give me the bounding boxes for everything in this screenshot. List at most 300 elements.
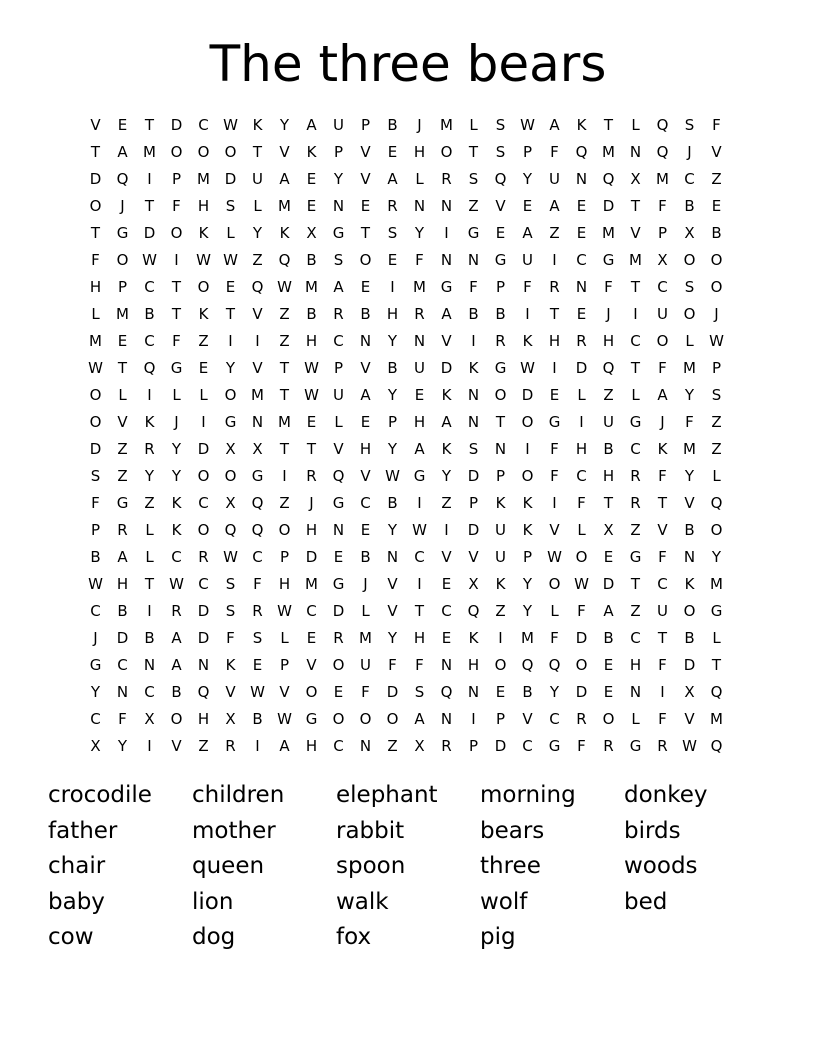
grid-letter: I xyxy=(147,602,152,620)
grid-letter: I xyxy=(444,224,449,242)
grid-letter: W xyxy=(412,521,427,539)
grid-letter: Z xyxy=(279,305,290,323)
grid-letter: J xyxy=(660,413,665,431)
grid-letter: P xyxy=(468,494,479,512)
grid-letter: V xyxy=(387,575,398,593)
grid-letter: S xyxy=(252,629,263,647)
grid-letter: Q xyxy=(116,170,129,188)
grid-letter: F xyxy=(550,440,559,458)
grid-letter: M xyxy=(629,251,642,269)
grid-letter: V xyxy=(549,521,560,539)
grid-letter: A xyxy=(171,629,182,647)
grid-letter: S xyxy=(333,251,344,269)
grid-letter: O xyxy=(197,278,210,296)
grid-letter: E xyxy=(576,224,587,242)
grid-letter: I xyxy=(417,494,422,512)
grid-letter: Y xyxy=(522,602,533,620)
grid-letter: C xyxy=(171,548,182,566)
word-list-item: elephant xyxy=(336,782,438,808)
grid-letter: Z xyxy=(549,224,560,242)
grid-letter: Y xyxy=(117,737,128,755)
grid-letter: D xyxy=(305,548,318,566)
grid-letter: T xyxy=(603,116,614,134)
grid-letter: P xyxy=(387,413,398,431)
grid-letter: G xyxy=(170,359,183,377)
grid-letter: U xyxy=(495,548,506,566)
grid-letter: W xyxy=(250,683,265,701)
grid-letter: N xyxy=(116,683,129,701)
grid-letter: A xyxy=(549,116,560,134)
grid-letter: A xyxy=(279,737,290,755)
grid-letter: W xyxy=(277,278,292,296)
grid-letter: G xyxy=(440,278,453,296)
grid-letter: F xyxy=(712,116,721,134)
grid-letter: V xyxy=(360,467,371,485)
grid-letter: N xyxy=(332,197,345,215)
grid-letter: I xyxy=(174,251,179,269)
grid-letter: Z xyxy=(198,332,209,350)
grid-letter: W xyxy=(277,710,292,728)
grid-letter: S xyxy=(387,224,398,242)
grid-letter: C xyxy=(144,278,155,296)
grid-letter: F xyxy=(658,467,667,485)
grid-letter: B xyxy=(171,683,182,701)
grid-letter: A xyxy=(117,143,128,161)
grid-letter: Q xyxy=(278,251,291,269)
grid-letter: N xyxy=(575,170,588,188)
grid-letter: I xyxy=(660,683,665,701)
grid-letter: F xyxy=(577,494,586,512)
grid-letter: H xyxy=(602,332,615,350)
grid-letter: F xyxy=(91,251,100,269)
grid-letter: M xyxy=(602,224,615,242)
grid-letter: I xyxy=(255,737,260,755)
grid-letter: T xyxy=(171,278,182,296)
grid-letter: B xyxy=(144,629,155,647)
word-list-item: mother xyxy=(192,817,276,844)
grid-letter: W xyxy=(223,548,238,566)
grid-letter: B xyxy=(603,629,614,647)
grid-letter: K xyxy=(225,656,236,674)
grid-letter: E xyxy=(603,683,614,701)
grid-letter: C xyxy=(630,332,641,350)
grid-letter: O xyxy=(170,710,183,728)
grid-letter: E xyxy=(117,116,128,134)
grid-letter: M xyxy=(521,629,534,647)
grid-letter: O xyxy=(575,548,588,566)
grid-letter: W xyxy=(223,251,238,269)
grid-letter: U xyxy=(333,116,344,134)
grid-letter: E xyxy=(441,575,452,593)
grid-letter: B xyxy=(306,251,317,269)
grid-letter: N xyxy=(467,683,480,701)
grid-letter: V xyxy=(468,548,479,566)
grid-letter: A xyxy=(171,656,182,674)
grid-letter: Y xyxy=(711,548,722,566)
word-list-item: father xyxy=(48,817,118,844)
grid-letter: P xyxy=(522,143,533,161)
grid-letter: I xyxy=(282,467,287,485)
grid-letter: S xyxy=(495,143,506,161)
word-list-item: chair xyxy=(48,853,106,880)
grid-letter: O xyxy=(197,467,210,485)
grid-letter: L xyxy=(577,521,586,539)
grid-letter: H xyxy=(386,305,399,323)
grid-letter: X xyxy=(306,224,317,242)
grid-letter: Z xyxy=(198,737,209,755)
grid-letter: L xyxy=(469,116,478,134)
grid-letter: F xyxy=(388,656,397,674)
grid-letter: D xyxy=(575,683,588,701)
grid-letter: C xyxy=(306,602,317,620)
grid-letter: L xyxy=(712,467,721,485)
grid-letter: Y xyxy=(90,683,101,701)
grid-letter: M xyxy=(683,359,696,377)
grid-letter: S xyxy=(225,575,236,593)
grid-letter: F xyxy=(658,359,667,377)
grid-letter: C xyxy=(252,548,263,566)
grid-letter: O xyxy=(332,710,345,728)
grid-letter: Q xyxy=(710,683,723,701)
word-list-item: crocodile xyxy=(48,782,152,808)
grid-letter: H xyxy=(575,440,588,458)
grid-letter: G xyxy=(332,494,345,512)
grid-letter: F xyxy=(658,548,667,566)
grid-letter: K xyxy=(252,116,263,134)
grid-letter: T xyxy=(90,143,101,161)
grid-letter: Q xyxy=(521,656,534,674)
grid-letter: V xyxy=(90,116,101,134)
grid-letter: C xyxy=(333,332,344,350)
grid-letter: I xyxy=(552,359,557,377)
grid-letter: O xyxy=(710,251,723,269)
grid-letter: A xyxy=(360,386,371,404)
grid-letter: L xyxy=(631,386,640,404)
grid-letter: V xyxy=(495,197,506,215)
grid-letter: E xyxy=(441,629,452,647)
word-list-item: baby xyxy=(48,888,105,915)
grid-letter: J xyxy=(687,143,692,161)
grid-letter: Q xyxy=(251,494,264,512)
grid-letter: F xyxy=(415,251,424,269)
grid-letter: V xyxy=(360,170,371,188)
grid-letter: D xyxy=(494,737,507,755)
grid-letter: K xyxy=(198,224,209,242)
grid-letter: O xyxy=(656,332,669,350)
grid-letter: P xyxy=(333,359,344,377)
grid-letter: K xyxy=(279,224,290,242)
grid-letter: O xyxy=(359,251,372,269)
grid-letter: J xyxy=(120,197,125,215)
grid-letter: O xyxy=(224,143,237,161)
grid-letter: D xyxy=(602,575,615,593)
grid-letter: R xyxy=(657,737,668,755)
grid-letter: A xyxy=(117,548,128,566)
grid-letter: O xyxy=(386,710,399,728)
grid-letter: Q xyxy=(656,116,669,134)
grid-letter: F xyxy=(253,575,262,593)
grid-letter: B xyxy=(387,116,398,134)
grid-letter: S xyxy=(684,116,695,134)
grid-letter: F xyxy=(118,710,127,728)
grid-letter: E xyxy=(225,278,236,296)
grid-letter: D xyxy=(224,170,237,188)
grid-letter: T xyxy=(657,629,668,647)
grid-letter: C xyxy=(117,656,128,674)
grid-letter: H xyxy=(197,197,210,215)
word-list-item: birds xyxy=(624,817,681,844)
grid-letter: C xyxy=(144,332,155,350)
grid-letter: P xyxy=(171,170,182,188)
grid-letter: R xyxy=(144,440,155,458)
grid-letter: F xyxy=(523,278,532,296)
grid-letter: Y xyxy=(225,359,236,377)
grid-letter: D xyxy=(467,521,480,539)
grid-letter: R xyxy=(333,305,344,323)
grid-letter: C xyxy=(630,440,641,458)
grid-letter: M xyxy=(710,710,723,728)
grid-letter: W xyxy=(169,575,184,593)
grid-letter: B xyxy=(468,305,479,323)
grid-letter: M xyxy=(251,386,264,404)
grid-letter: S xyxy=(414,683,425,701)
grid-letter: E xyxy=(549,386,560,404)
grid-letter: U xyxy=(657,602,668,620)
grid-letter: G xyxy=(629,413,642,431)
grid-letter: L xyxy=(631,116,640,134)
grid-letter: M xyxy=(656,170,669,188)
grid-letter: D xyxy=(386,683,399,701)
grid-letter: B xyxy=(711,224,722,242)
grid-letter: P xyxy=(495,278,506,296)
grid-letter: Q xyxy=(656,143,669,161)
grid-letter: J xyxy=(417,116,422,134)
word-list-item: dog xyxy=(192,924,236,951)
grid-letter: F xyxy=(685,413,694,431)
grid-letter: T xyxy=(468,143,479,161)
word-list-item: queen xyxy=(192,853,265,880)
grid-letter: C xyxy=(522,737,533,755)
grid-letter: R xyxy=(117,521,128,539)
grid-letter: F xyxy=(172,197,181,215)
grid-letter: Y xyxy=(684,467,695,485)
grid-letter: N xyxy=(143,656,156,674)
grid-letter: R xyxy=(171,602,182,620)
grid-letter: X xyxy=(657,251,668,269)
word-list-item: walk xyxy=(336,888,389,915)
grid-letter: O xyxy=(89,197,102,215)
grid-letter: D xyxy=(89,170,102,188)
grid-letter: B xyxy=(252,710,263,728)
grid-letter: P xyxy=(711,359,722,377)
grid-letter: E xyxy=(360,278,371,296)
grid-letter: U xyxy=(522,251,533,269)
grid-letter: T xyxy=(117,359,128,377)
grid-letter: E xyxy=(306,629,317,647)
grid-letter: F xyxy=(550,467,559,485)
grid-letter: Y xyxy=(171,440,182,458)
grid-letter: Y xyxy=(387,440,398,458)
grid-letter: G xyxy=(467,224,480,242)
grid-letter: E xyxy=(360,521,371,539)
word-list-item: bed xyxy=(624,888,668,915)
word-list-item: pig xyxy=(480,924,516,951)
grid-letter: I xyxy=(471,710,476,728)
grid-letter: Q xyxy=(494,170,507,188)
grid-letter: C xyxy=(144,683,155,701)
grid-letter: K xyxy=(441,386,452,404)
grid-letter: J xyxy=(309,494,314,512)
grid-letter: L xyxy=(145,548,154,566)
word-list-item: lion xyxy=(192,888,234,915)
grid-letter: W xyxy=(304,386,319,404)
grid-letter: E xyxy=(603,656,614,674)
grid-letter: O xyxy=(710,278,723,296)
grid-letter: R xyxy=(198,548,209,566)
grid-letter: S xyxy=(225,602,236,620)
grid-letter: L xyxy=(685,332,694,350)
letter-grid xyxy=(82,112,730,760)
grid-letter: Q xyxy=(224,521,237,539)
grid-letter: A xyxy=(414,710,425,728)
grid-letter: L xyxy=(226,224,235,242)
grid-letter: L xyxy=(334,413,343,431)
grid-letter: L xyxy=(145,521,154,539)
grid-letter: E xyxy=(306,170,317,188)
grid-letter: N xyxy=(386,548,399,566)
grid-letter: P xyxy=(279,656,290,674)
grid-letter: E xyxy=(117,332,128,350)
grid-letter: G xyxy=(89,656,102,674)
grid-letter: K xyxy=(306,143,317,161)
grid-letter: F xyxy=(469,278,478,296)
grid-letter: D xyxy=(575,629,588,647)
grid-letter: V xyxy=(279,143,290,161)
grid-letter: N xyxy=(494,440,507,458)
grid-letter: G xyxy=(629,548,642,566)
grid-letter: C xyxy=(576,251,587,269)
grid-letter: N xyxy=(467,386,480,404)
grid-letter: O xyxy=(170,224,183,242)
grid-letter: B xyxy=(90,548,101,566)
grid-letter: M xyxy=(278,197,291,215)
grid-letter: D xyxy=(521,386,534,404)
grid-letter: L xyxy=(91,305,100,323)
grid-letter: I xyxy=(417,575,422,593)
grid-letter: O xyxy=(278,521,291,539)
grid-letter: B xyxy=(117,602,128,620)
grid-letter: U xyxy=(495,521,506,539)
grid-letter: B xyxy=(684,197,695,215)
grid-letter: B xyxy=(522,683,533,701)
grid-letter: O xyxy=(494,656,507,674)
grid-letter: J xyxy=(363,575,368,593)
grid-letter: P xyxy=(360,116,371,134)
grid-letter: N xyxy=(359,737,372,755)
grid-letter: Q xyxy=(548,656,561,674)
grid-letter: O xyxy=(440,143,453,161)
grid-letter: S xyxy=(468,170,479,188)
grid-letter: T xyxy=(144,116,155,134)
grid-letter: H xyxy=(413,143,426,161)
grid-letter: W xyxy=(196,251,211,269)
grid-letter: X xyxy=(684,224,695,242)
grid-letter: D xyxy=(332,602,345,620)
grid-letter: M xyxy=(116,305,129,323)
grid-letter: H xyxy=(89,278,102,296)
grid-letter: C xyxy=(549,710,560,728)
grid-letter: Z xyxy=(117,467,128,485)
grid-letter: Y xyxy=(144,467,155,485)
grid-letter: N xyxy=(359,332,372,350)
grid-letter: H xyxy=(305,737,318,755)
grid-letter: O xyxy=(683,305,696,323)
grid-letter: V xyxy=(657,521,668,539)
grid-letter: M xyxy=(602,143,615,161)
grid-letter: I xyxy=(201,413,206,431)
grid-letter: G xyxy=(494,251,507,269)
grid-letter: K xyxy=(441,440,452,458)
grid-letter: T xyxy=(279,359,290,377)
grid-letter: N xyxy=(251,413,264,431)
grid-letter: B xyxy=(684,521,695,539)
grid-letter: B xyxy=(360,305,371,323)
grid-letter: V xyxy=(306,656,317,674)
grid-letter: V xyxy=(279,683,290,701)
grid-letter: X xyxy=(144,710,155,728)
grid-letter: Z xyxy=(603,386,614,404)
grid-letter: Q xyxy=(710,737,723,755)
grid-letter: X xyxy=(225,710,236,728)
grid-letter: A xyxy=(279,170,290,188)
grid-letter: J xyxy=(174,413,179,431)
grid-letter: T xyxy=(306,440,317,458)
grid-letter: K xyxy=(171,494,182,512)
grid-letter: K xyxy=(144,413,155,431)
grid-letter: X xyxy=(468,575,479,593)
grid-letter: G xyxy=(305,710,318,728)
grid-letter: O xyxy=(89,386,102,404)
grid-letter: G xyxy=(224,413,237,431)
grid-letter: Y xyxy=(684,386,695,404)
grid-letter: K xyxy=(522,521,533,539)
grid-letter: O xyxy=(305,683,318,701)
grid-letter: B xyxy=(387,494,398,512)
grid-letter: T xyxy=(171,305,182,323)
grid-letter: C xyxy=(198,575,209,593)
grid-letter: I xyxy=(147,170,152,188)
grid-letter: V xyxy=(630,224,641,242)
grid-letter: F xyxy=(604,278,613,296)
grid-letter: V xyxy=(522,710,533,728)
grid-letter: V xyxy=(441,548,452,566)
grid-letter: J xyxy=(606,305,611,323)
grid-letter: Z xyxy=(468,197,479,215)
grid-letter: E xyxy=(333,683,344,701)
grid-letter: F xyxy=(658,656,667,674)
word-list-item: spoon xyxy=(336,853,406,880)
grid-letter: Y xyxy=(387,629,398,647)
grid-letter: R xyxy=(495,332,506,350)
grid-letter: K xyxy=(495,494,506,512)
grid-letter: T xyxy=(144,575,155,593)
grid-letter: O xyxy=(224,467,237,485)
grid-letter: I xyxy=(579,413,584,431)
word-list-item: woods xyxy=(624,853,698,880)
grid-letter: P xyxy=(495,467,506,485)
grid-letter: K xyxy=(684,575,695,593)
grid-letter: W xyxy=(88,359,103,377)
